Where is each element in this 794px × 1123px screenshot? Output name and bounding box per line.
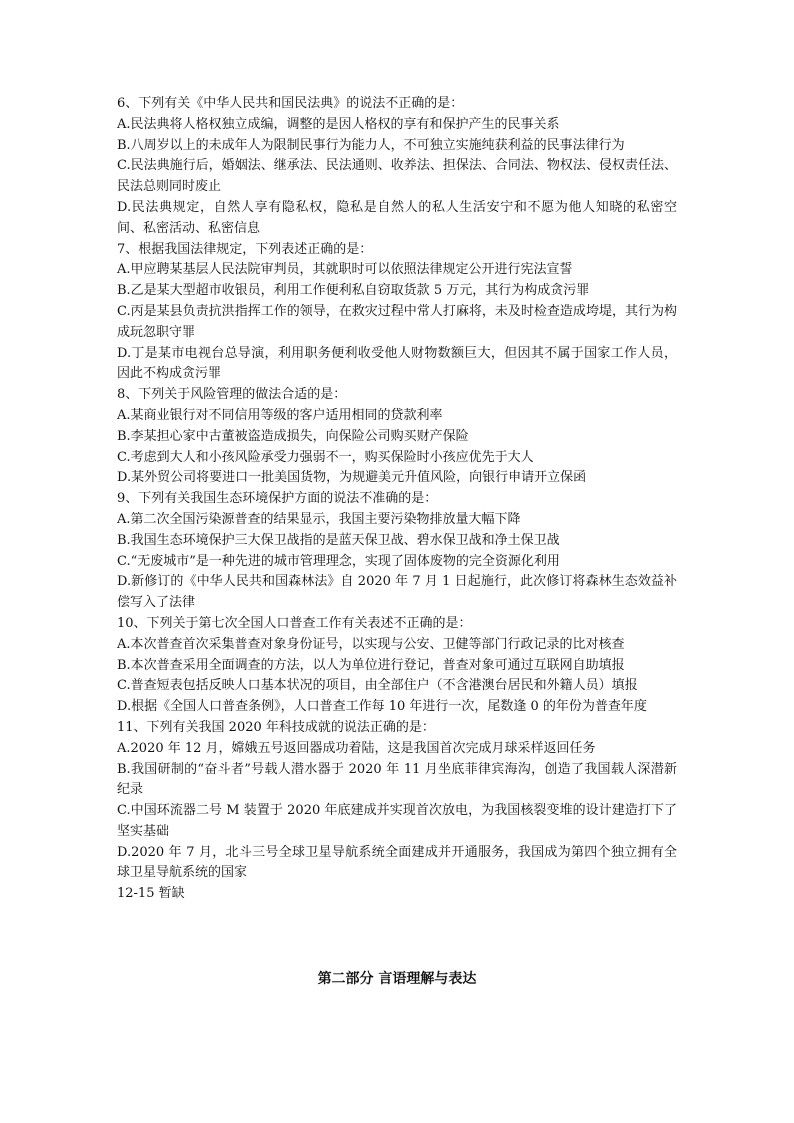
question-stem: 8、下列关于风险管理的做法合适的是： (117, 387, 347, 403)
question-stem: 9、下列有关我国生态环境保护方面的说法不准确的是： (117, 491, 438, 507)
question-6 (117, 94, 677, 240)
option-c: C.民法典施行后，婚姻法、继承法、民法通则、收养法、担保法、合同法、物权法、侵权责任法、民法总则同时废止 (117, 158, 677, 195)
question-stem: 6、下列有关《中华人民共和国民法典》的说法不正确的是： (117, 96, 464, 111)
option-b: B.我国生态环境保护三大保卫战指的是蓝天保卫战、碧水保卫战和净土保卫战 (117, 532, 560, 548)
question-10 (117, 614, 677, 718)
option-b: B.我国研制的“奋斗者”号载人潜水器于 2020 年 11 月坐底菲律宾海沟，创造了我国载人深潜新纪录 (117, 761, 677, 798)
option-b: B.李某担心家中古董被盗造成损失，向保险公司购买财产保险 (117, 428, 469, 444)
option-c: C.考虑到大人和小孩风险承受力强弱不一，购买保险时小孩应优先于大人 (117, 449, 534, 465)
question-11 (117, 718, 677, 884)
option-a: A.本次普查首次采集普查对象身份证号，以实现与公安、卫健等部门行政记录的比对核查 (117, 636, 625, 652)
option-c: C.普查短表包括反映人口基本状况的项目，由全部住户（不含港澳台居民和外籍人员）填报 (117, 678, 638, 694)
question-7 (117, 240, 677, 386)
option-d: D.民法典规定，自然人享有隐私权，隐私是自然人的私人生活安宁和不愿为他人知晓的私密空间、私密活动、私密信息 (117, 199, 677, 236)
option-b: B.本次普查采用全面调查的方法，以人为单位进行登记，普查对象可通过互联网自助填报 (117, 657, 625, 673)
option-a: A.甲应聘某基层人民法院审判员，其就职时可以依照法律规定公开进行宪法宣誓 (117, 262, 573, 278)
option-d: D.根据《全国人口普查条例》，人口普查工作每 10 年进行一次，尾数逢 0 的年份为普查年度 (117, 699, 647, 715)
option-d: D.2020 年 7 月，北斗三号全球卫星导航系统全面建成并开通服务，我国成为第四个独立拥有全球卫星导航系统的国家 (117, 844, 677, 881)
option-d: D.新修订的《中华人民共和国森林法》自 2020 年 7 月 1 日起施行，此次修订将森林生态效益补偿写入了法律 (117, 574, 677, 611)
option-c: C.丙是某县负责抗洪指挥工作的领导，在救灾过程中常人打麻将，未及时检查造成垮堤，其行为构成玩忽职守罪 (117, 303, 677, 340)
option-a: A.第二次全国污染源普查的结果显示，我国主要污染物排放量大幅下降 (117, 511, 521, 527)
option-a: A.某商业银行对不同信用等级的客户适用相同的贷款利率 (117, 407, 443, 423)
option-d: D.丁是某市电视台总导演，利用职务便利收受他人财物数额巨大，但因其不属于国家工作人员，因此不构成贪污罪 (117, 345, 677, 382)
question-9 (117, 489, 677, 614)
option-b: B.八周岁以上的未成年人为限制民事行为能力人，不可独立实施纯获利益的民事法律行为 (117, 137, 625, 153)
document-body (117, 94, 677, 905)
option-c: C.“无废城市”是一种先进的城市管理理念，实现了固体废物的完全资源化利用 (117, 553, 560, 569)
question-stem: 11、下列有关我国 2020 年科技成就的说法正确的是： (117, 719, 435, 735)
question-8 (117, 385, 677, 489)
option-d: D.某外贸公司将要进口一批美国货物，为规避美元升值风险，向银行申请开立保函 (117, 470, 587, 486)
option-b: B.乙是某大型超市收银员，利用工作便利私自窃取货款 5 万元，其行为构成贪污罪 (117, 283, 590, 299)
question-stem: 10、下列关于第七次全国人口普查工作有关表述不正确的是： (117, 615, 472, 631)
section-title: 第二部分 言语理解与表达 (317, 971, 477, 987)
option-a: A.民法典将人格权独立成编，调整的是因人格权的享有和保护产生的民事关系 (117, 116, 560, 132)
option-c: C.中国环流器二号 M 装置于 2020 年底建成并实现首次放电，为我国核裂变堆的设计建造打下了坚实基础 (117, 803, 677, 839)
option-a: A.2020 年 12 月，嫦娥五号返回器成功着陆，这是我国首次完成月球采样返回任务 (117, 740, 596, 756)
question-stem: 7、根据我国法律规定，下列表述正确的是： (117, 241, 373, 257)
missing-questions-note: 12-15 暂缺 (117, 886, 185, 902)
